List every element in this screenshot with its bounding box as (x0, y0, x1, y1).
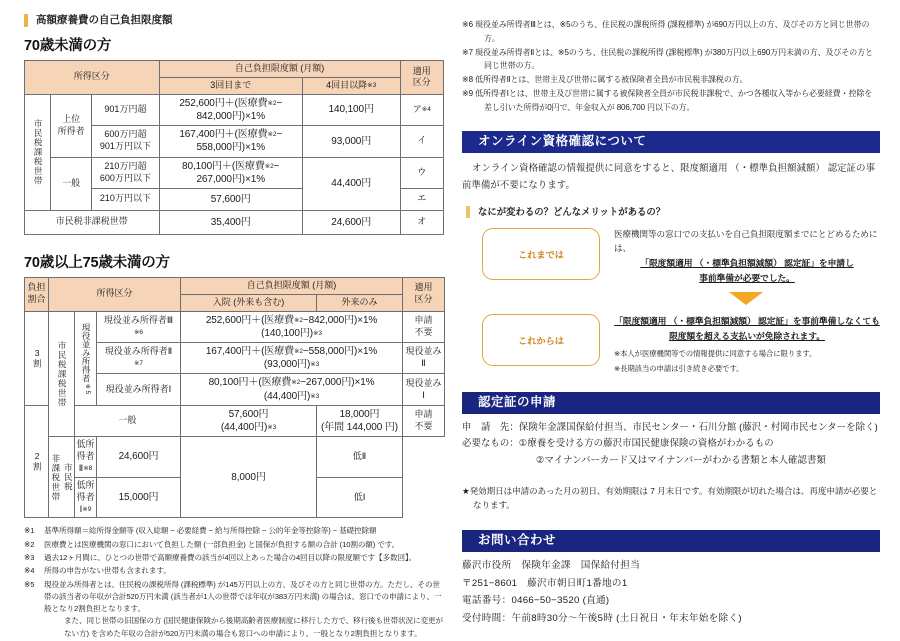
application-line1: 申 請 先：保険年金課国保給付担当、市民センター・石川分館 (藤沢・村岡市民センターを除く) (462, 420, 878, 432)
after-note1: ※本人が医療機関等での情報提供に同意する場合に限ります。 (614, 348, 817, 358)
cell-vertical-taxed-household: 市民税課税世帯 (25, 94, 51, 210)
table-row (25, 94, 444, 125)
cell-vertical-nontaxed-household: 非課税世帯 市民税 (49, 437, 75, 518)
cell-apply-class: エ (400, 188, 443, 210)
table-row (25, 311, 445, 342)
th-outpatient: 外来のみ (317, 294, 403, 311)
table-header-row (25, 61, 444, 78)
cell-apply-class: ウ (400, 157, 443, 188)
th-inpatient: 入院 (外来も含む) (181, 294, 317, 311)
cell-income-label: 現役並み所得者Ⅱ ※7 (97, 343, 181, 374)
cell-apply-class: イ (400, 126, 443, 157)
under70-limit-table (24, 60, 444, 235)
flow-before (462, 228, 880, 287)
th-apply-class: 適用 区分 (403, 277, 445, 311)
footnote-item: ※2 医療費とは医療機関の窓口において負担した額 (一部負担金) と国保が負担する額の合計 (10割の額) です。 (24, 539, 400, 549)
contact-phone: 電話番号：0466−50−3520 (直通) (462, 595, 610, 607)
cell-income-label: 低所得者Ⅱ※8 (75, 437, 97, 478)
cell-burden-30: 3割 (25, 311, 49, 405)
cell-apply-class: 現役並み Ⅰ (403, 374, 445, 405)
page-title: 高額療養費の自己負担限度額 (24, 14, 444, 27)
table-header-row (25, 277, 445, 294)
th-income-class: 所得区分 (49, 277, 181, 311)
cell-inpatient: 252,600円＋(医療費※2−842,000円)×1% (140,100円)※3 (181, 311, 403, 342)
th-limit-group: 自己負担限度額 (月額) (159, 61, 400, 78)
after-line2: 限度額を超える支払いが免除されます。 (669, 331, 825, 342)
cell-apply-class: 低Ⅰ (317, 477, 403, 518)
contact-hours: 受付時間：午前8時30分〜午後5時 (土日祝日・年末年始を除く) (462, 613, 742, 624)
cell-income-label: 現役並み所得者Ⅲ ※6 (97, 311, 181, 342)
th-income-class: 所得区分 (25, 61, 160, 95)
cell-group-upper-income: 上位 所得者 (51, 94, 92, 157)
cell-from4: 44,400円 (302, 157, 400, 210)
footnote-extra: また、同じ世帯の旧国保の方 (国民健康保険から後期高齢者医療制度に移行した方で、移行後も世帯状況に変更がない方) を含めた年収の合計が520万円未満の場合も窓口への申請により、一般となり2割負担となります。 (64, 616, 443, 638)
footnotes-left (24, 525, 444, 640)
footnote-item: ※6 現役並み所得者Ⅲとは、※5のうち、住民税の課税所得 (課税標準) が690万円以上の方、及びその方と同じ世帯の方。 (462, 20, 870, 43)
cell-group-general: 一般 (51, 157, 92, 210)
table-row (25, 157, 444, 188)
cell-apply-class: 低Ⅱ (317, 437, 403, 478)
table1-heading: 70歳未満の方 (24, 38, 112, 54)
pill-after: これからは (482, 314, 600, 366)
cell-income-label: 低所得者Ⅰ※9 (75, 477, 97, 518)
table-row (25, 405, 445, 436)
banner-contact: お問い合わせ (462, 530, 880, 552)
cell-inpatient: 167,400円＋(医療費※2−558,000円)×1% (93,000円)※3 (181, 343, 403, 374)
cell-apply-class: オ (400, 210, 443, 234)
banner-online-verification: オンライン資格確認について (462, 131, 880, 153)
footnote-item: ※7 現役並み所得者Ⅱとは、※5のうち、住民税の課税所得 (課税標準) が380万円以上690万円未満の方、及びその方と同じ世帯の方。 (462, 47, 873, 71)
footnote-item: ※3 過去12ヶ月間に、ひとつの世帯で高額療養費の該当が4回以上あった場合の4回目以降の限度額です【多数回】。 (24, 552, 417, 562)
cell-upto3: 167,400円＋(医療費※2− 558,000円)×1% (159, 126, 302, 157)
online-sub-heading: なにが変わるの？どんなメリットがあるの？ (466, 206, 880, 218)
before-line2: 「限度額適用 （・標準負担額減額） 認定証」を申請し (640, 258, 854, 268)
flow-arrow-wrap (462, 292, 880, 310)
after-line1: 「限度額適用 （・標準負担額減額） 認定証」を事前準備しなくても (614, 315, 880, 326)
th-from4: 4回目以降※3 (302, 77, 400, 94)
footnote-item: ※5 現役並み所得者とは、住民税の課税所得 (課税標準) が145万円以上の方、及びその方と同じ世帯の方。ただし、その世帯の該当者の年収が合計520万円未満 (該当者が1人の世帯では年収が383万円未満) の場合は、窓口での申請により、一般となり2割負担となります。 また、同じ世帯の旧国保の方 (国民健康保険から後期高齢者医療制度に移行した方で、移行後も世帯状況に変更がない方) を含めた年収の合計が520万円未満の場合も窓口への申請により、一般となり2割負担となります。 (24, 579, 444, 640)
contact-lines (462, 557, 880, 628)
cell-apply-class: 現役並み Ⅱ (403, 343, 445, 374)
cell-apply-class: 申請 不要 (403, 405, 445, 436)
cell-upto3: 80,100円＋(医療費※2− 267,000円)×1% (159, 157, 302, 188)
footnotes-right (462, 18, 880, 114)
banner-certificate-application: 認定証の申請 (462, 392, 880, 414)
cell-inpatient: 80,100円＋(医療費※2−267,000円)×1% (44,400円)※3 (181, 374, 403, 405)
flow-before-text (600, 228, 880, 287)
footnote-item: ※4 所得の申告がない世帯も含まれます。 (24, 566, 171, 576)
footnote-item: ※8 低所得者Ⅱとは、世帯主及び世帯に属する被保険者全員が市民税非課税の方。 (462, 75, 748, 84)
right-column (462, 18, 880, 628)
down-arrow-icon (729, 292, 763, 305)
th-upto3: 3回目まで (159, 77, 302, 94)
cell-nontaxed-household: 市民税非課税世帯 (25, 210, 160, 234)
cell-upto3: 57,600円 (159, 188, 302, 210)
before-line3: 事前準備が必要でした。 (699, 273, 795, 284)
application-line3: ②マイナンバーカード又はマイナンバーがわかる書類と本人確認書類 (536, 454, 826, 466)
table-row (25, 437, 445, 478)
contact-office: 藤沢市役所 保険年金課 国保給付担当 (462, 559, 641, 571)
cell-burden-20: 2割 (25, 405, 49, 518)
th-apply-class: 適用 区分 (400, 61, 443, 95)
cell-apply-class: ア※4 (400, 94, 443, 125)
cell-base-income: 210万円以下 (92, 188, 159, 210)
application-line2: 必要なもの：①療養を受ける方の藤沢市国民健康保険の資格がわかるもの (462, 437, 774, 449)
cell-base-income: 600万円超 901万円以下 (92, 126, 159, 157)
cell-outpatient: 18,000円 (年間 144,000 円) (317, 405, 403, 436)
cell-from4: 140,100円 (302, 94, 400, 125)
cell-inpatient: 57,600円 (44,400円)※3 (181, 405, 317, 436)
online-paragraph: オンライン資格確認の情報提供に同意をすると、限度額適用 （・標準負担額減額） 認定証の事前準備が不要になります。 (462, 162, 876, 190)
th-burden-ratio: 負担 割合 (25, 277, 49, 311)
pill-before: これまでは (482, 228, 600, 280)
application-lines (462, 419, 880, 469)
cell-upto3: 35,400円 (159, 210, 302, 234)
cell-base-income: 901万円超 (92, 94, 159, 125)
contact-address: 〒251−8601 藤沢市朝日町1番地の1 (462, 577, 628, 589)
after-note2: ※長期該当の申請は引き続き必要です。 (614, 364, 744, 374)
cell-from4: 24,600円 (302, 210, 400, 234)
cell-outpatient: 8,000円 (181, 437, 317, 518)
cell-base-income: 210万円超 600万円以下 (92, 157, 159, 188)
cell-inpatient: 24,600円 (97, 437, 181, 478)
table2-heading: 70歳以上75歳未満の方 (24, 254, 170, 271)
cell-vertical-taxed-household: 市民税課税世帯 (49, 311, 75, 437)
footnote-item: ※9 低所得者Ⅰとは、世帯主及び世帯に属する被保険者全員が市民税非課税で、かつ各種収入等から必要経費・控除を差し引いた所得が0円で、年金収入が 806,700 円以下の方。 (462, 88, 873, 112)
flow-after-text (600, 314, 880, 376)
cell-inpatient: 15,000円 (97, 477, 181, 518)
application-star-note: ★発効期日は申請のあった月の初日、有効期限は 7 月末日です。有効期限が切れた場合は、再度申請が必要となります。 (462, 485, 878, 511)
th-limit-group: 自己負担限度額 (月額) (181, 277, 403, 294)
cell-apply-class: 申請 不要 (403, 311, 445, 342)
cell-vertical-active-income: 現役並み所得者※5 (75, 311, 97, 405)
left-column (24, 14, 444, 641)
cell-upto3: 252,600円＋(医療費※2− 842,000円)×1% (159, 94, 302, 125)
cell-income-label: 一般 (75, 405, 181, 436)
cell-income-label: 現役並み所得者Ⅰ (97, 374, 181, 405)
over70-limit-table (24, 277, 445, 519)
cell-from4: 93,000円 (302, 126, 400, 157)
flow-after (462, 314, 880, 376)
table-row (25, 210, 444, 234)
before-line1: 医療機関等の窓口での支払いを自己負担限度額までにとどめるためには、 (614, 229, 878, 254)
footnote-item: ※1 基準所得額＝総所得金額等 (収入総額 − 必要経費 − 給与所得控除 − 公的年金等控除等) − 基礎控除額 (24, 526, 377, 536)
